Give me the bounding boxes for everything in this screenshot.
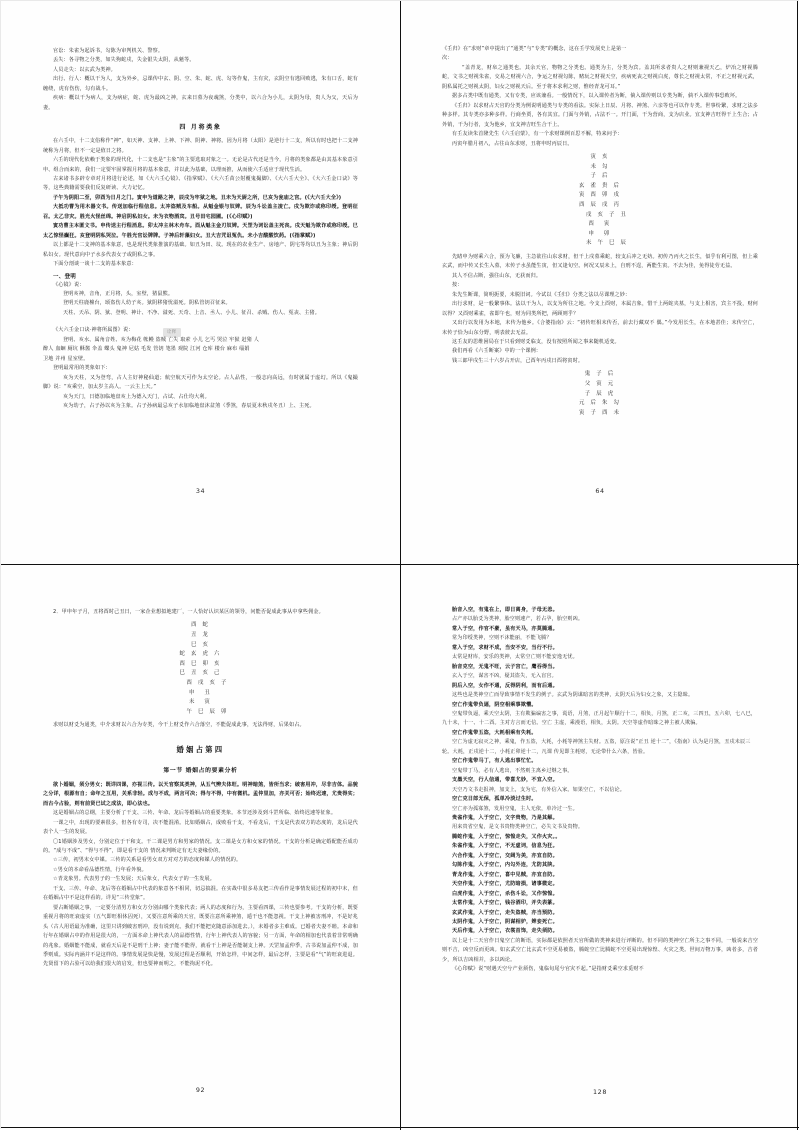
paragraph-bold: 子午为阴阳二至，卯酉为日月之门。寅申为道路之神，辰戌为牢狱之地。丑未为天厨之所，巳亥为瓮庙之宫。(《大六壬大全》) xyxy=(53,194,342,201)
verse-line-bold: 天空作鬼，入于空亡，尤防暗损，诸事微定。 xyxy=(452,881,558,888)
paragraph: 又出行以发用为本地，末传为他乡。《合婆指南》云：“初传旺相末传否，前去行藏双不 偶。”今发用长生，在本地甚佳；末传空亡，末传子恰为山东分野，明表彼去无益。 xyxy=(442,320,758,336)
verse-line-bold: 空亡作鬼带五盗，大耗相乘有失耗。 xyxy=(452,729,537,736)
paragraph: 下面分剖谈一谈十二支的基本象意： xyxy=(53,261,137,268)
divination-plate xyxy=(442,153,758,249)
verse-commentary: 太常是财库，安乐的类神，太常空亡则不能安逸无忧。 xyxy=(452,654,578,661)
verse-commentary: 常为印绶类神，空则不沐能丽，不能飞腾？ xyxy=(452,635,552,642)
verse-line-bold: 空亡作鬼带负逼，阴空相乘事欺懵。 xyxy=(452,701,537,708)
plate-row: 寅 子 酉 未 xyxy=(578,409,622,416)
plate-row: 酉 戌 亥 子 xyxy=(186,680,229,687)
paragraph: 这是婚姻占的总纲，主要分析了干支、三传、年命、龙后等婚姻占的重要类象。本节还涉及到斗罡所临、始终迟速等征象。 xyxy=(53,810,337,817)
verse-line-bold: 六合作鬼，入于空亡，交阔为美，亦宜自防。 xyxy=(452,852,558,859)
book-page-64 xyxy=(400,1,799,564)
paragraph: 出行、行人：概以干为人，支为外乡，忌课传中玄、阴、空、朱、蛇、虎、勾等作鬼，主有灾，玄阴空有逃回败逃，朱有口舌，蛇有缠绕，虎有伤伤，勾有战斗。 xyxy=(43,76,358,92)
plate-row: 玄 雀 贵 后 xyxy=(578,182,622,189)
paragraph: 古来诸书多辟专章对月将进行论述，如《大六壬心镜》、《指掌赋》、《大六壬苗公射覆鬼撮脚》、《大六壬大全》、《大六壬金口诀》等等，这些典籍需要我们反复研读、大力记忆。 xyxy=(43,175,358,192)
paragraph: 据多占类中既有通类，又有专类，应该兼看。一般情况下，以入课传者为断，倘入课传则以专类为断，倘不入课传事恐败坏。 xyxy=(452,93,741,100)
paragraph: 亥为天柱，又为登弯，占人主好神秘仙道；航空航天可作为太空论。占人品性，一般志向高远，有时就属于虚幻。所以《鬼撮脚》说：“亥乘空，加太岁主高人。一云主上天。” xyxy=(43,374,358,391)
paragraph: 丢失：各寻物之分类，如失狗蛇戌，失金银失太阴，从魁等。 xyxy=(53,57,195,64)
plate-row: 丑 龙 xyxy=(190,632,211,639)
verse-line-bold: 青龙作鬼，入于空亡，喜中见贼，亦宜自防。 xyxy=(452,871,558,878)
plate-row: 未 午 巳 辰 xyxy=(585,240,629,247)
verse-commentary: 空亡亦为孤寡煞，发用空鬼，主人无依，单冷过一生。 xyxy=(452,805,578,812)
verse-commentary: 空鬼带负逼，乘天空太阴，主有欺骗谝害之事，谎语，月煞，正月起午顺行十二，相负，月煞，正二亥，三四丑，五六卯，七八巳，九十未，十一、十二酉。主对方言而无信。空亡 主虚，乘漫语，相负，太阴。天空等虚作暗昧之神主被人欺骗。 xyxy=(442,710,757,727)
paragraph: 求财以财爻为通类，中介求财以六合为专类，今干上财爻作六合落空，不能促成此事，无法得财，后果如占。 xyxy=(53,722,305,729)
paragraph: 官讼：朱雀为起诉书，勾陈为审判机关、警察。 xyxy=(53,48,164,54)
quote-line: 登明、亥水、属角音姓、亥为梅花 帐幔 盗贼 亡失 取索 小儿 乞丐 哭泣 牢狱 赶猪 人 xyxy=(63,336,259,343)
verse-line-bold: 胎音克空，无鬼不旺，云子宫亡，鹰吞得当。 xyxy=(452,663,558,670)
quote-line: 天柱、天吊、阴、狱、登明、神计、不净、溢死、天奇、上音、丞人、小儿、征召、杀贼、伤人、冤丧、主猪。 xyxy=(63,309,320,316)
quote-line: 醉人 血蛔 厕坑 酥酱 伞盖 蝶头 鬼神 尼姑 毛发 管钥 笔墨 观院 江河 仓库 楼台 麻布 缁娟 xyxy=(43,346,250,353)
paragraph: 其人不信占断，强往山东，无获而归。 xyxy=(452,272,542,279)
paragraph: 这壬友的思维困局在于只看到财爻临支，没有按照所闻之事来随机适变。 xyxy=(452,339,620,345)
watermark-stamp: 诠释 xyxy=(163,328,181,337)
page-number: 92 xyxy=(195,1086,206,1094)
plate-row: 子 后 xyxy=(590,173,610,180)
verse-line-bold: 玄武作鬼，入于空亡，走失盗贼，亦当预防。 xyxy=(452,909,558,916)
quote-line: 登明亥神，音角，正月将，头，室壁，猪鼠熊。 xyxy=(63,290,174,297)
paragraph: 要占断婚姻之事，一定要分清男方和女方分别由哪个类象代表；两人的态度和行为，主要看四课，三传也要参考。干支的分析，既要重视月将的旺衰虚实（五气即旺相休囚死），又要注意所乘的天官，既要注意所乘神煞，遁干也不能忽视。干支上神被害刑冲，不是好兆头（古人用语最为准确，这里只讲到破害刑冲，没有说到克。我们不能把克随意添加进去。），未婚者多主难成。已婚者夫妻不睦。本命和行年在婚姻占中的作用是很大的，一方面本命上神代表人的品德性情，行年上神代表人的容貌；另一方面，年命的相加也代表着非常明确的兆象。婚姻能不能成，就看天后是不是刑干上神；妻子能不能得，就看干上神是否能制支上神。天罡加孟仲季，古书说加孟仲不成，加季则成。实际内涵并不是这样的。事情发展是快是慢，发展过程是否顺利，开始怎样，中间怎样，最后怎样，主要是看“气”的旺衰进退。先贤留下的占验可以给我们很大的启发，但也要神而明之，不能拘泥不化。 xyxy=(43,904,358,968)
paragraph: 在六壬中，十二支俗称作“神”，如天神、支神、上神、下神、阴神、神将。因为月将（太阳）是逆行十二支，所以有时也把十二支神统称为月将，但不一定是值日之将。 xyxy=(43,138,358,154)
verse-commentary: 空鬼带丁马，必有人逃出，不然则主离乡过继之事。 xyxy=(452,767,573,774)
block-quote: “盖青龙，财帛之通类也。其余天官，物物之分类也。通类为主，分类为宾。盖其所求者贵人之财则兼视天乙，炉冶之财视腾蛇，文书之财视朱雀，交易之财视六合，争运之财视勾陈，赌玩之财视天空，疾病死丧之财视白虎，尊长之财视太常，不正之财视元武，阴私属托之财视太阴，妇女之财视天后。至于将本求利之财，惟经青龙可耳。” xyxy=(442,64,758,90)
paragraph: 《壬归》在“求财”章中提出了“通类”与“专类”的概念，这在壬学发展史上是第一 xyxy=(442,46,627,52)
horizontal-page-divider xyxy=(1,564,799,565)
paragraph: 有壬友读朱首隆先生《六壬启蒙》，有一个求财课例百思不解，特来问予： xyxy=(452,131,623,138)
paragraph: ☆三传，初男末女中媒。三传的关系是看男女双方对对方的态度和媒人的情况的。 xyxy=(53,857,242,864)
book-page-34 xyxy=(1,1,400,564)
page-number: 128 xyxy=(593,1088,607,1096)
paragraph: ☆青龙象男。代表男子的一生发展；天后象女，代表女子的一生发展。 xyxy=(53,876,216,883)
verse-line-bold: 阴后入空，女作不通，反得阴利，而有后通。 xyxy=(452,682,558,689)
paragraph: 以上都是十二支神的基本象意，也是现代类象推演的基础。如丑为田、坟。现在的农业生产、房地产、阴宅等均以丑为主象；神后阴私妇女。现代意向中子水多代表女子或阴私之事。 xyxy=(43,242,358,258)
paragraph-bold: 寅功曹主本匿文书。申传送主行程消息。卯太冲主林木舟车。酉从魁主金刃奴婢。天罡为词讼盖主死丧。戌天魁为欺诈或称印绶。巳太乙惊怪癫狂。亥登明阴私哭泣。午胜光官讼牌牌。子神后轩藻妇女。丑大吉咒诅冤仇。未小吉酸酸饮药。(《指掌赋》) xyxy=(43,223,358,239)
paragraph: 朱先生断课，简明扼要，未脱旧词。今试以《壬归》分类之法以尽课理之妙： xyxy=(452,291,631,298)
plate-row: 父 寅 元 xyxy=(584,380,616,387)
paragraph: 一课之中，出现的要素很多，但各有专司，决不能混淆。比如婚姻占，成败看干支，不看龙后，干支是代表双方的态度的，龙后是代表个人一生的发展。 xyxy=(43,819,358,836)
verse-line-bold: 空亡克日郎无保，孤单冷淡过生时。 xyxy=(452,796,537,803)
paragraph-bold: 大抵功曹为用木器文书。传送加临行程信息。太冲盗贼及车船。从魁金银与奴婢。辰为斗讼盖主凌亡。戌为欺诈或称印绶。登明征召。太乙非灾。胜光火怪丝绵。神启阴私妇女。未为衣物酒宾。丑号田宅园圃。(《心印赋》) xyxy=(43,204,358,220)
section-heading: 四 月将类象 xyxy=(179,124,222,132)
plate-row: 酉 辰 戌 丙 xyxy=(578,201,622,208)
paragraph: 〇1婚姻涉及男女，分别定位于干和支。干二课是男方和男家的情况。支二课是女方和女家的情况。干支的分析是确定婚配能否成功的。“成与不成”、“得与不得”，即是看干支的 情况来判断定有无夫妻缘份的。 xyxy=(43,838,358,855)
right-edge-rule xyxy=(797,1,798,1130)
verse-commentary: 空亡为虚无寂灭之神，乘鬼，作五盗，大耗，小耗等神煞主失财。五盗，原注说“正丑 逆十二”，《指南》认为是月煞，丑戌未辰三轮。大耗，正戌逆十二，小耗正卯逆十二，凡课 传见即主耗财，无论带什么六条，皆验。 xyxy=(442,739,751,755)
book-page-128 xyxy=(400,564,799,1130)
plate-row: 戌 亥 子 丑 xyxy=(585,211,629,218)
paragraph: 六壬的现代化依赖于类象的现代化，十二支也是“主象”的主要选取对象之一。无论是古代还是当今，月将的类象都是由其基本象意引申、组合而来的，我们一定要牢固掌握月将的基本象意，并以此为基础，以理而推，从而使六壬适应于现代生活。 xyxy=(43,157,358,173)
verse-line-bold: 常入于空，求财不成，当安不安，当行不行。 xyxy=(452,644,558,651)
verse-commentary: 占产亦以胎爻为类神，胎空则速产，若占孕，胎空则凶。 xyxy=(452,616,584,623)
paragraph: 次： xyxy=(442,55,453,62)
paragraph: 亥为天门，日德加临地盘亥上为德入天门，占试、占仕均大利。 xyxy=(63,393,210,400)
subsection-heading: 一、登明 xyxy=(53,273,77,280)
verse-commentary: 用来贵省空鬼，是文书贵物类神空亡，必失文书及贵物。 xyxy=(452,824,584,831)
verse-line-bold: 朱雀作鬼，入于空亡，不无虚词，信息为狂。 xyxy=(452,843,558,850)
verse-commentary: 玄入于空，谋害不凶，疑其盗失，无入盲宫。 xyxy=(452,673,557,680)
plate-row: 未 勾 xyxy=(590,163,610,170)
verse-line-bold: 贵雀作鬼，入于空亡，文字贵物，乃是其解。 xyxy=(452,814,558,821)
plate-row: 元 后 朱 勾 xyxy=(578,400,622,407)
plate-row: 寅 酉 卯 戌 xyxy=(578,192,622,199)
page-number: 34 xyxy=(195,487,206,495)
plate-row: 酉 蛇 xyxy=(190,622,211,629)
plate-row: 鬼 子 后 xyxy=(584,371,616,378)
paragraph-bold: 欲卜婚姻，须分男女；既详四课，亦视三传。以天官察其类神，从五气辨夫体旺。明神暗煞，皆所当求；破害用冲，尽非吉体。品貌之分详，根源有自；命年之互用，关系非轻。成与不成，两言可决；得与不得，中有微机。孟仲里加，亦关可否；始终迟速，尤贵得实；而古今占验，则有前贤已试之成法，即心法也。 xyxy=(43,781,358,807)
paragraph: 先睹申为财乘六合，预为飞廉，主急欲往山东求财，但干上戌墓乘蛇，较支后冲之无妨。初传乃丙火之长生，似乎有利可图，但上乘玄武，而中传又长生入墓，末传子水虽能生寅，但又逢旬空。何况又辰未上，自刑不逞，两能生寅。不去为佳，免得徒劳无益。 xyxy=(442,253,758,270)
paragraph: 干支、三传、年命、龙后等在婚姻占中代表的象意各不相同，切忌搞混。在实战中很多易友把三传看作是事情发展过程的初中末，但在婚姻占中不是这样看的。详见“三传堂象”。 xyxy=(43,885,358,902)
bottom-edge-rule xyxy=(1,1127,799,1128)
chapter-heading: 婚姻占第四 xyxy=(176,744,225,754)
divination-plate xyxy=(43,621,358,717)
verse-line-bold: 胎音入空，有鬼在上，即日离身，子母无恙。 xyxy=(452,607,558,613)
book-page-92 xyxy=(1,564,400,1130)
plate-row: 蛇 玄 虎 六 xyxy=(179,651,222,658)
paragraph: 亥为幼子，占子孙以亥为主象。占子孙病最忌亥子水加临地盘沐盆煞（季煞，春辰夏未秋戌冬丑）上、主死。 xyxy=(63,402,315,409)
verse-line-bold: 空亡作鬼带马丁，有人逃出事忙忙。 xyxy=(452,758,537,765)
page-number: 64 xyxy=(595,487,605,495)
paragraph: 钱三郎甲戌生三十六岁占开店，己酉年丙戌日酉将寅时。 xyxy=(452,357,584,364)
paragraph: 出行求财，是一般繁事体。法以干为人，以支为所往之地。今支上酉财，本属吉象，惜干上两蛇夹墓，与支上相害，宾主不投，财何以得？又酉财乘雀，雀即午也，财为同类所把，两顾则乎？ xyxy=(442,301,758,317)
plate-row: 未 寅 xyxy=(188,699,212,706)
verse-line-bold: 勾陈作鬼，入于空亡，内勾外连，尤防其陕。 xyxy=(452,862,558,869)
verse-line-bold: 白虎作鬼，入于空亡，杀伤斗讼，又作惊惶。 xyxy=(452,890,558,897)
paragraph: 我们再看《六壬断案》中的一个课例： xyxy=(452,348,542,355)
plate-row: 巳 丑 亥 己 xyxy=(179,670,222,677)
divination-plate xyxy=(442,370,758,418)
citation-label: 《大六壬金口诀·神将所属图》说： xyxy=(53,327,134,334)
plate-row: 子 辰 虎 xyxy=(584,390,616,397)
plate-row: 酉 巳 卯 亥 xyxy=(179,660,222,667)
citation-label: 《心镜》说： xyxy=(53,281,85,288)
vertical-page-divider xyxy=(400,1,401,1130)
paragraph: 丙寅年腊月初八，占往山东求财，丑将申时丙辰日。 xyxy=(452,140,573,147)
plate-row: 寅 亥 xyxy=(590,153,610,160)
paragraph: ☆男女的本命看品德性情，行年看外貌。 xyxy=(53,866,147,873)
paragraph: 《壬归》以求财占天官的分类为例说明通类与专类的看法。实际上日辰、月将、神煞、六亲等也可以作专类。世事纷繁，求财之法多种多样。其专类亦多种多样。行商坐贾，各有其宜。门面与外销，占法不一。开门面，干为营商，支为店业。宜支神吉旺得干上生合；占外销，干为行者，支为他乡，宜支神吉旺生合干上。 xyxy=(442,102,758,128)
section-heading: 第一节 婚姻占的要素分析 xyxy=(163,767,238,774)
verse-commentary: 天空乃文书走报神，加支上，支为宅，有外信入家。如果空亡，不以信论。 xyxy=(452,786,626,793)
quote-line: 登明天柱鹿橦台，颂盗伤人幼子亥。狱阴移猪忧溢死。阴私管钥召征来。 xyxy=(63,300,231,307)
verse-line-bold: 支墨天空，行人信通，带喜尤妙，不宜入空。 xyxy=(452,777,558,784)
plate-row: 午 巳 辰 卯 xyxy=(186,708,229,715)
plate-row: 酉 寅 xyxy=(588,221,612,228)
plate-row: 申 丑 xyxy=(188,689,212,696)
verse-line-bold: 常入于空，作官不豪，虽有天马，亦莫腾通。 xyxy=(452,625,558,632)
quote-line: 卫地 并州 星室壁。 xyxy=(43,355,89,362)
paragraph: 人员走失：以玄武为类神。 xyxy=(53,66,116,73)
verse-line-bold: 太阴作鬼，入于空亡，阴谋相妒，婢妾死亡。 xyxy=(452,918,558,925)
paragraph: 按： xyxy=(452,282,463,289)
paragraph: 2．甲申年子月，丑将酉时己丑日，一家企业想拟地建厂，一人恰好认识某区的领导，问能否促成此事从中拿些佣金。 xyxy=(53,609,324,615)
plate-row: 巳 亥 xyxy=(190,641,211,648)
plate-row: 申 卯 xyxy=(588,230,612,237)
paragraph: 《心印赋》说“财遇天空兮产业须伤，鬼临旬尾兮官灾不起。”是指财爻乘空求觅财不 xyxy=(452,966,644,973)
verse-line-bold: 腾蛇作鬼，入于空亡，惊惶走失，又作火灾。。 xyxy=(452,833,561,840)
paragraph: 以上是十二天官作日鬼空亡的断语，实际都是依照者天官所做的类神来进行评断的。但不同的类神空亡所主之事不同，一般说来吉空则不吉，凶空反而更凶。如玄武空亡比玄武不空更易被盗，腾蛇空亡比腾蛇不空更易出现惊惶、火灾之类。世间万物万事，凶者多，吉者少，所以吉凶相并，多以凶论。 xyxy=(442,937,758,963)
paragraph: 疾病：概以干为病人，支为病症，蛇、虎为最凶之神，玄来日墓为夜魂煞，分类中，以六合为小儿，太阴为母，贵人为父，天后为妻。 xyxy=(43,95,358,111)
verse-line-bold: 太常作鬼，入于空亡，钱谷酒印，并失表篆。 xyxy=(452,900,558,907)
verse-commentary: 这些也是类神空亡而导致事情不发生的例子。玄武为阴谋暗害的类神，太阴天后为妇女之象，又主隐昧。 xyxy=(452,692,694,699)
citation-label: 登明最常用的类象如下： xyxy=(53,365,111,372)
verse-line-bold: 天后作鬼，入于空亡，衣裳首饰，走失须防。 xyxy=(452,928,558,935)
